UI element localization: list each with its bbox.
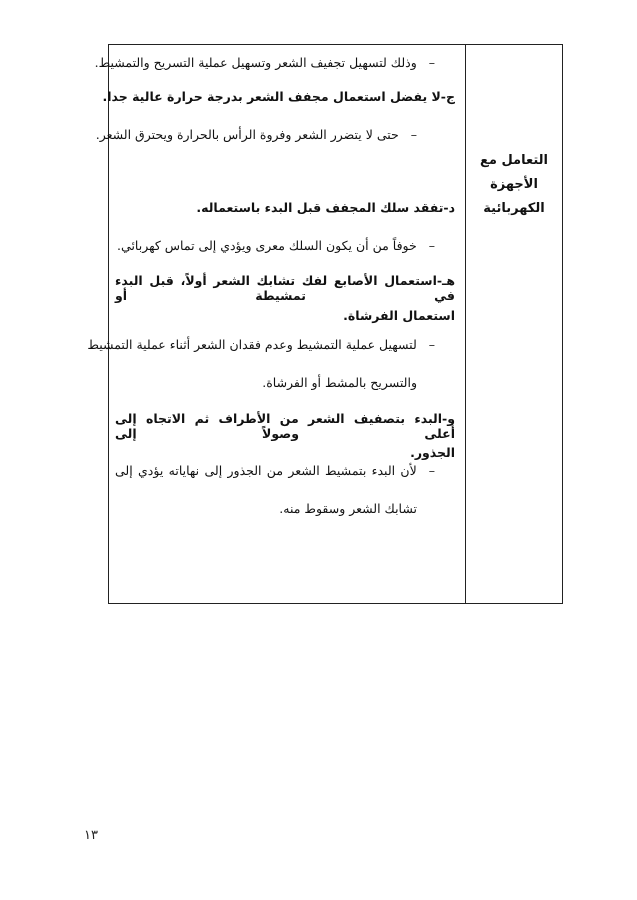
- line-text: حتى لا يتضرر الشعر وفروة الرأس بالحرارة ويحترق الشعر.: [95, 127, 399, 142]
- text-line: [115, 238, 435, 253]
- heading-line: ج-لا يفضل استعمال مجفف الشعر بدرجة حرارة عالية جدا.: [102, 89, 455, 104]
- heading-line: و-البدء بتصفيف الشعر من الأطراف ثم الاتجاه إلى أعلى وصولاً إلى: [115, 411, 455, 441]
- text-line: [94, 55, 435, 70]
- bullet-dash: –: [428, 337, 435, 352]
- text-line: والتسريح بالمشط أو الفرشاة.: [262, 375, 417, 390]
- text-line: تشابك الشعر وسقوط منه.: [279, 501, 417, 516]
- topic-title: التعامل مع الأجهزة الكهربائية: [480, 153, 548, 216]
- line-text: لتسهيل عملية التمشيط وعدم فقدان الشعر أثناء عملية التمشيط: [87, 337, 417, 352]
- line-text: لأن البدء بتمشيط الشعر من الجذور إلى نهاياته يؤدي إلى: [115, 463, 417, 478]
- line-text: وذلك لتسهيل تجفيف الشعر وتسهيل عملية التسريح والتمشيط.: [94, 55, 417, 70]
- bullet-dash: –: [428, 463, 435, 478]
- page-number: ١٣: [84, 828, 98, 843]
- bullet-dash: –: [428, 238, 435, 253]
- text-line: [87, 337, 435, 352]
- heading-line: الجذور.: [410, 445, 455, 460]
- text-line: [95, 127, 417, 142]
- line-text: خوفاً من أن يكون السلك معرى ويؤدي إلى تماس كهربائي.: [117, 238, 417, 253]
- topic-cell: [465, 45, 562, 603]
- content-table: [87, 44, 563, 604]
- bullet-dash: –: [410, 127, 417, 142]
- heading-line: د-تفقد سلك المجفف قبل البدء باستعماله.: [196, 200, 455, 215]
- text-line: [115, 463, 435, 478]
- bullet-dash: –: [428, 55, 435, 70]
- heading-line: هـ-استعمال الأصابع لفك تشابك الشعر أولاً، قبل البدء في تمشيطة أو: [115, 273, 455, 303]
- content-cell: [87, 45, 465, 603]
- heading-line: استعمال الفرشاة.: [343, 308, 455, 323]
